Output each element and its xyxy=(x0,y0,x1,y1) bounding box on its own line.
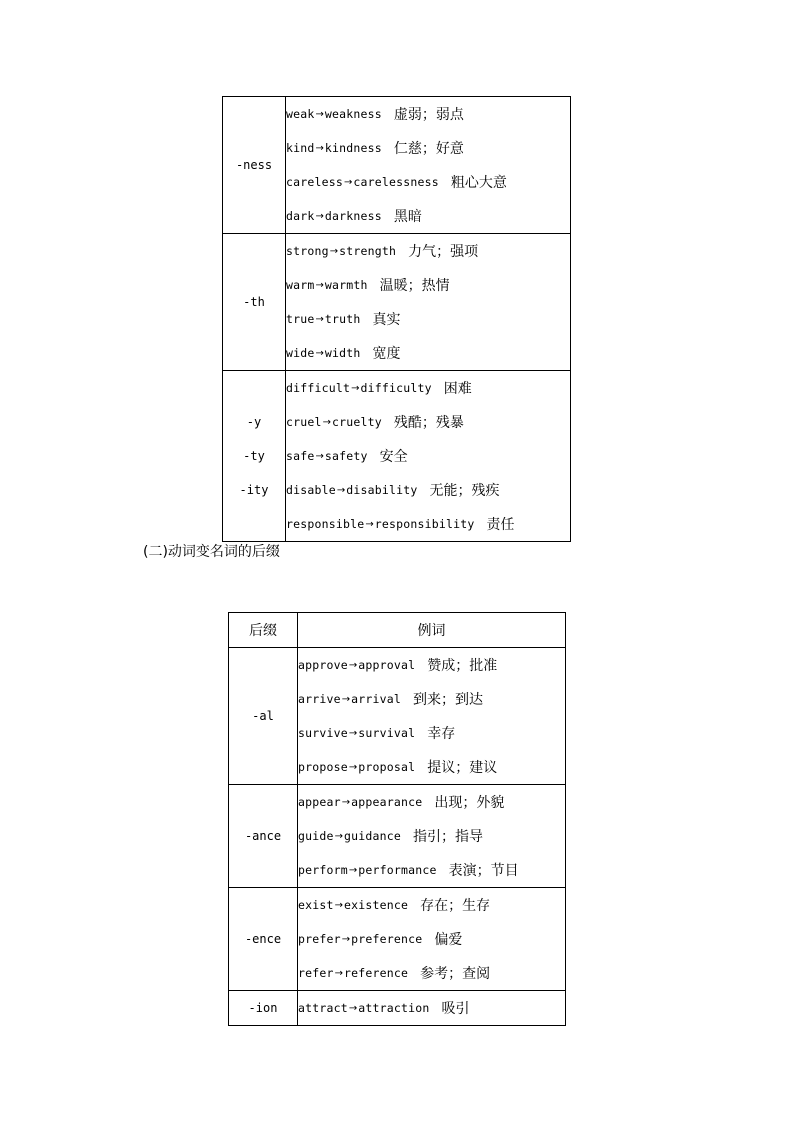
derived-word: safety xyxy=(324,449,368,463)
example-line xyxy=(286,165,570,199)
example-line xyxy=(298,785,565,819)
adjective-suffix-table xyxy=(222,96,571,542)
derived-word: appearance xyxy=(351,795,423,809)
arrow-icon: → xyxy=(348,864,358,876)
table-row xyxy=(223,371,571,542)
derived-word: guidance xyxy=(344,829,402,843)
meaning-text: 宽度 xyxy=(372,346,401,362)
example-line xyxy=(286,336,570,370)
base-word: true xyxy=(286,312,315,326)
base-word: warm xyxy=(286,278,315,292)
example-line xyxy=(298,922,565,956)
arrow-icon: → xyxy=(315,347,324,359)
meaning-text: 表演；节目 xyxy=(448,863,519,879)
example-line xyxy=(286,199,570,233)
arrow-icon: → xyxy=(348,727,358,739)
arrow-icon: → xyxy=(329,245,339,257)
table-row xyxy=(229,888,566,991)
base-word: attract xyxy=(298,1001,348,1015)
base-word: kind xyxy=(286,141,315,155)
arrow-icon: → xyxy=(348,1002,358,1014)
example-line xyxy=(298,853,565,887)
header-suffix: 后缀 xyxy=(229,613,298,648)
derived-word: darkness xyxy=(324,209,382,223)
meaning-text: 存在；生存 xyxy=(420,898,491,914)
meaning-text: 仁慈；好意 xyxy=(393,141,464,157)
meaning-text: 粗心大意 xyxy=(450,175,507,191)
example-line xyxy=(286,302,570,336)
arrow-icon: → xyxy=(348,659,358,671)
base-word: disable xyxy=(286,483,336,497)
derived-word: responsibility xyxy=(374,517,475,531)
base-word: approve xyxy=(298,658,348,672)
examples-cell xyxy=(298,648,566,785)
example-line xyxy=(298,716,565,750)
derived-word: cruelty xyxy=(332,415,382,429)
examples-cell xyxy=(298,785,566,888)
examples-cell xyxy=(286,97,571,234)
example-line xyxy=(286,473,570,507)
examples-cell xyxy=(286,371,571,542)
arrow-icon: → xyxy=(344,176,353,188)
base-word: perform xyxy=(298,863,348,877)
derived-word: reference xyxy=(344,966,409,980)
meaning-text: 安全 xyxy=(379,449,408,465)
example-line xyxy=(286,131,570,165)
suffix-label: -ence xyxy=(244,932,282,946)
suffix-cell xyxy=(229,648,298,785)
base-word: careless xyxy=(286,175,343,189)
arrow-icon: → xyxy=(351,382,360,394)
suffix-label: -y xyxy=(246,415,262,429)
suffix-cell xyxy=(223,371,286,542)
example-line xyxy=(298,991,565,1025)
suffix-cell xyxy=(229,888,298,991)
meaning-text: 指引；指导 xyxy=(413,829,484,845)
suffix-label: -ness xyxy=(235,158,273,172)
example-line xyxy=(286,507,570,541)
example-line xyxy=(286,268,570,302)
arrow-icon: → xyxy=(348,761,358,773)
example-line xyxy=(298,682,565,716)
base-word: responsible xyxy=(286,517,365,531)
example-line xyxy=(298,888,565,922)
derived-word: strength xyxy=(339,244,397,258)
base-word: strong xyxy=(286,244,329,258)
meaning-text: 幸存 xyxy=(427,726,456,742)
arrow-icon: → xyxy=(315,142,324,154)
suffix-label: -ance xyxy=(244,829,282,843)
derived-word: approval xyxy=(358,658,416,672)
meaning-text: 提议；建议 xyxy=(427,760,498,776)
header-row xyxy=(229,613,566,648)
derived-word: kindness xyxy=(324,141,382,155)
base-word: appear xyxy=(298,795,341,809)
arrow-icon: → xyxy=(341,933,351,945)
meaning-text: 出现；外貌 xyxy=(434,795,505,811)
example-line xyxy=(286,371,570,405)
section-heading: (二)动词变名词的后缀 xyxy=(143,544,280,560)
base-word: refer xyxy=(298,966,334,980)
meaning-text: 困难 xyxy=(443,381,472,397)
example-line xyxy=(286,405,570,439)
derived-word: preference xyxy=(351,932,423,946)
meaning-text: 赞成；批准 xyxy=(427,658,498,674)
meaning-text: 虚弱；弱点 xyxy=(393,107,464,123)
arrow-icon: → xyxy=(365,518,374,530)
table-row xyxy=(223,234,571,371)
arrow-icon: → xyxy=(315,108,324,120)
suffix-label: -ty xyxy=(243,449,265,463)
base-word: safe xyxy=(286,449,315,463)
examples-cell xyxy=(298,888,566,991)
arrow-icon: → xyxy=(315,279,324,291)
base-word: prefer xyxy=(298,932,341,946)
base-word: weak xyxy=(286,107,315,121)
suffix-cell xyxy=(229,785,298,888)
example-line xyxy=(286,234,570,268)
table-row xyxy=(229,648,566,785)
arrow-icon: → xyxy=(315,313,324,325)
arrow-icon: → xyxy=(315,210,324,222)
base-word: difficult xyxy=(286,381,351,395)
suffix-label: -ity xyxy=(239,483,269,497)
meaning-text: 到来；到达 xyxy=(413,692,484,708)
arrow-icon: → xyxy=(341,693,351,705)
derived-word: weakness xyxy=(324,107,382,121)
base-word: arrive xyxy=(298,692,341,706)
base-word: dark xyxy=(286,209,315,223)
derived-word: existence xyxy=(344,898,409,912)
meaning-text: 参考；查阅 xyxy=(420,966,491,982)
base-word: cruel xyxy=(286,415,322,429)
examples-cell xyxy=(298,991,566,1026)
example-line xyxy=(286,439,570,473)
example-line xyxy=(298,648,565,682)
suffix-cell xyxy=(223,234,286,371)
meaning-text: 无能；残疾 xyxy=(429,483,500,499)
suffix-cell xyxy=(229,991,298,1026)
derived-word: disability xyxy=(346,483,418,497)
meaning-text: 温暖；热情 xyxy=(379,278,450,294)
suffix-cell xyxy=(223,97,286,234)
table-row xyxy=(229,785,566,888)
verb-suffix-table xyxy=(228,612,566,1026)
derived-word: width xyxy=(324,346,361,360)
arrow-icon: → xyxy=(336,484,346,496)
arrow-icon: → xyxy=(315,450,324,462)
derived-word: attraction xyxy=(358,1001,430,1015)
examples-cell xyxy=(286,234,571,371)
derived-word: survival xyxy=(358,726,416,740)
base-word: wide xyxy=(286,346,315,360)
meaning-text: 黑暗 xyxy=(393,209,422,225)
arrow-icon: → xyxy=(341,796,351,808)
table-row xyxy=(223,97,571,234)
meaning-text: 吸引 xyxy=(441,1001,470,1017)
derived-word: difficulty xyxy=(360,381,432,395)
header-examples: 例词 xyxy=(298,613,566,648)
meaning-text: 责任 xyxy=(486,517,515,533)
example-line xyxy=(298,819,565,853)
example-line xyxy=(286,97,570,131)
base-word: exist xyxy=(298,898,334,912)
base-word: guide xyxy=(298,829,334,843)
derived-word: performance xyxy=(358,863,437,877)
example-line xyxy=(298,750,565,784)
table-row xyxy=(229,991,566,1026)
derived-word: proposal xyxy=(358,760,416,774)
meaning-text: 残酷；残暴 xyxy=(393,415,464,431)
meaning-text: 真实 xyxy=(372,312,401,328)
suffix-label: -th xyxy=(243,295,265,309)
arrow-icon: → xyxy=(334,830,344,842)
arrow-icon: → xyxy=(334,899,344,911)
base-word: survive xyxy=(298,726,348,740)
meaning-text: 偏爱 xyxy=(434,932,463,948)
suffix-label: -al xyxy=(252,709,274,723)
suffix-label: -ion xyxy=(248,1001,278,1015)
derived-word: truth xyxy=(324,312,361,326)
derived-word: arrival xyxy=(351,692,402,706)
base-word: propose xyxy=(298,760,348,774)
derived-word: carelessness xyxy=(353,175,439,189)
meaning-text: 力气；强项 xyxy=(408,244,479,260)
arrow-icon: → xyxy=(322,416,332,428)
derived-word: warmth xyxy=(324,278,368,292)
arrow-icon: → xyxy=(334,967,344,979)
example-line xyxy=(298,956,565,990)
